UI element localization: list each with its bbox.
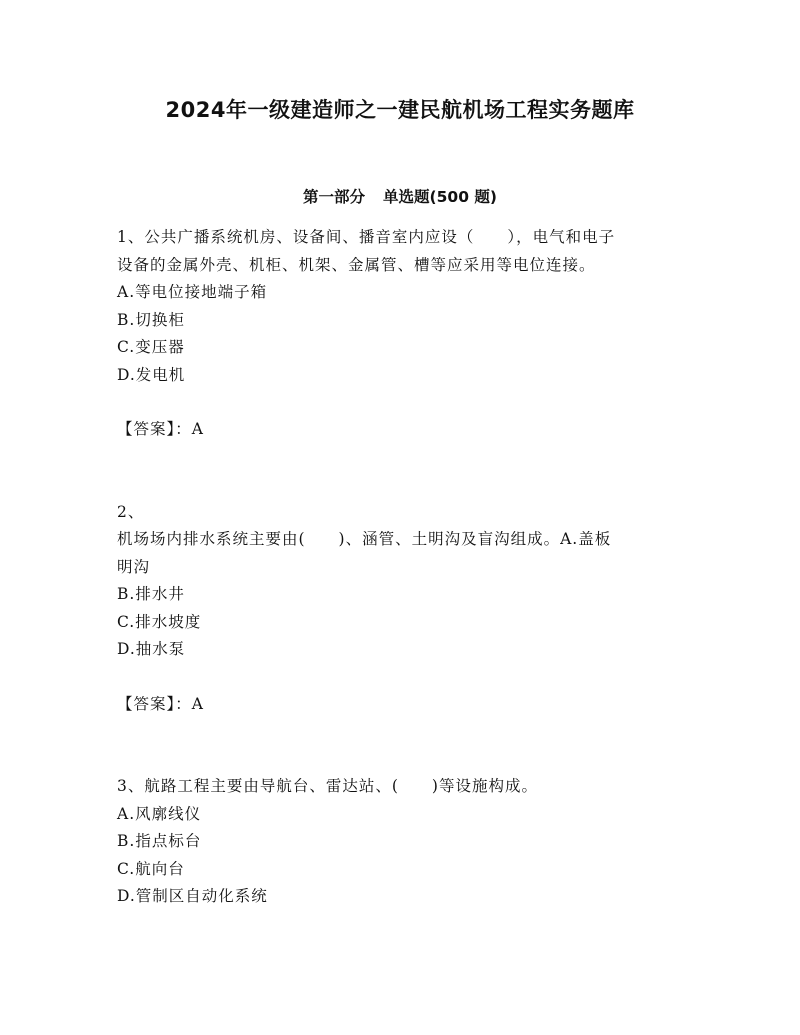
question-2-option-d: D.抽水泵 xyxy=(117,640,186,658)
question-1-option-a: A.等电位接地端子箱 xyxy=(117,283,268,301)
question-3-option-b: B.指点标台 xyxy=(117,832,202,850)
question-2-stem-line-1: 机场场内排水系统主要由( )、涵管、土明沟及盲沟组成。A.盖板 xyxy=(117,530,612,548)
question-2-stem-line-2: 明沟 xyxy=(117,557,151,576)
question-1-stem-line-2: 设备的金属外壳、机柜、机架、金属管、槽等应采用等电位连接。 xyxy=(117,255,596,274)
question-1-option-b: B.切换柜 xyxy=(117,310,185,329)
question-3-option-c: C.航向台 xyxy=(117,859,185,878)
section-part: 第一部分 xyxy=(303,188,366,206)
question-3-stem-line-1: 3、航路工程主要由导航台、雷达站、( )等设施构成。 xyxy=(117,777,538,795)
question-3-option-a: A.风廓线仪 xyxy=(117,804,202,823)
question-2-answer: 【答案】：A xyxy=(117,694,204,713)
question-2-option-c: C.排水坡度 xyxy=(117,612,202,631)
question-1 xyxy=(117,224,683,444)
question-1-option-c: C.变压器 xyxy=(117,338,185,356)
question-2 xyxy=(117,499,683,719)
question-2-option-b: B.排水井 xyxy=(117,585,185,603)
question-1-option-d: D.发电机 xyxy=(117,365,186,384)
question-2-number: 2、 xyxy=(117,502,145,521)
question-1-answer: 【答案】：A xyxy=(117,420,204,438)
question-3-option-d: D.管制区自动化系统 xyxy=(117,887,268,905)
section-heading xyxy=(0,185,800,207)
section-name: 单选题(500 题) xyxy=(383,188,497,206)
question-3 xyxy=(117,773,683,911)
question-list xyxy=(117,224,683,911)
question-1-stem-line-1: 1、公共广播系统机房、设备间、播音室内应设（ ），电气和电子 xyxy=(117,228,616,246)
document-title: 2024年一级建造师之一建民航机场工程实务题库 xyxy=(165,98,635,122)
